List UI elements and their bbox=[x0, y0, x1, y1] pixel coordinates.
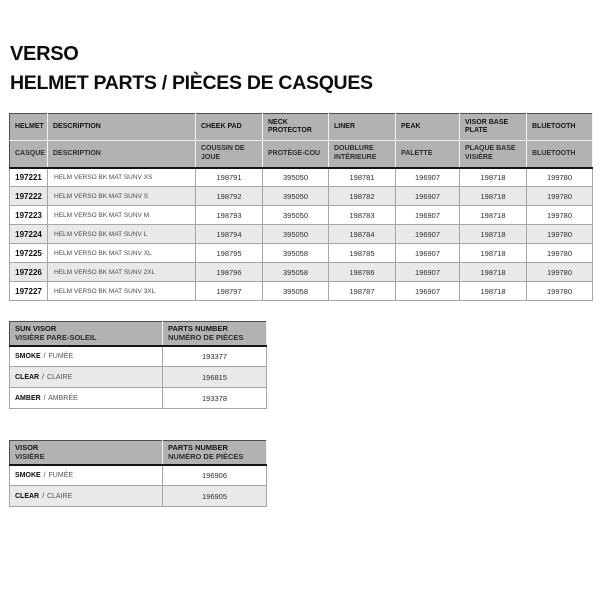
color-label-en: CLEAR bbox=[15, 492, 40, 500]
peak-cell: 196907 bbox=[396, 263, 460, 282]
visor-base-plate-cell: 198718 bbox=[460, 244, 527, 263]
color-label-fr: FUMÉE bbox=[48, 352, 74, 360]
description-cell: HELM VERSO BK MAT SUNV 3XL bbox=[48, 282, 196, 301]
header-row-french bbox=[10, 141, 593, 168]
cheek-pad-cell: 198797 bbox=[196, 282, 263, 301]
page-title: VERSO bbox=[10, 43, 79, 65]
helmet-number-cell: 197223 bbox=[10, 206, 48, 225]
col-header-bluetooth-fr: BLUETOOTH bbox=[527, 141, 593, 168]
label-separator: / bbox=[43, 352, 46, 360]
title-block bbox=[10, 44, 373, 94]
color-label-fr: CLAIRE bbox=[46, 492, 73, 500]
parts-number-title-fr: NUMÉRO DE PIÈCES bbox=[168, 452, 244, 462]
sun-visor-header bbox=[10, 322, 163, 346]
col-header-visor-base-plate: VISOR BASE PLATE bbox=[460, 114, 527, 141]
table-row bbox=[10, 206, 593, 225]
helmet-parts-table bbox=[9, 113, 593, 301]
visor-base-plate-cell: 198718 bbox=[460, 282, 527, 301]
cheek-pad-cell: 198791 bbox=[196, 168, 263, 187]
color-label-cell bbox=[10, 367, 163, 388]
color-label-fr: FUMÉE bbox=[48, 471, 74, 479]
col-header-casque: CASQUE bbox=[10, 141, 48, 168]
col-header-coussin-de-joue: COUSSIN DE JOUE bbox=[196, 141, 263, 168]
parts-number-header bbox=[163, 322, 267, 346]
helmet-number-cell: 197227 bbox=[10, 282, 48, 301]
color-label-en: SMOKE bbox=[15, 352, 41, 360]
liner-cell: 198781 bbox=[329, 168, 396, 187]
color-label-en: CLEAR bbox=[15, 373, 40, 381]
color-label-fr: CLAIRE bbox=[46, 373, 73, 381]
bluetooth-cell: 199780 bbox=[527, 206, 593, 225]
description-cell: HELM VERSO BK MAT SUNV L bbox=[48, 225, 196, 244]
col-header-palette: PALETTE bbox=[396, 141, 460, 168]
parts-number-title-en: PARTS NUMBER bbox=[168, 324, 228, 334]
neck-protector-cell: 395058 bbox=[263, 263, 329, 282]
helmet-number-cell: 197224 bbox=[10, 225, 48, 244]
visor-title-fr: VISIÈRE bbox=[15, 452, 45, 462]
page-subtitle: HELMET PARTS / PIÈCES DE CASQUES bbox=[10, 72, 373, 94]
visor-table bbox=[9, 440, 267, 507]
color-label-fr: AMBRÉE bbox=[48, 394, 78, 402]
helmet-number-cell: 197222 bbox=[10, 187, 48, 206]
peak-cell: 196907 bbox=[396, 168, 460, 187]
bluetooth-cell: 199780 bbox=[527, 225, 593, 244]
col-header-neck-protector: NECK PROTECTOR bbox=[263, 114, 329, 141]
neck-protector-cell: 395050 bbox=[263, 168, 329, 187]
helmet-number-cell: 197226 bbox=[10, 263, 48, 282]
col-header-plaque-base-visiere: PLAQUE BASE VISIÈRE bbox=[460, 141, 527, 168]
cheek-pad-cell: 198795 bbox=[196, 244, 263, 263]
part-number-cell: 196815 bbox=[163, 367, 267, 388]
table-row bbox=[10, 465, 267, 486]
visor-header bbox=[10, 441, 163, 465]
sun-visor-title-fr: VISIÈRE PARE-SOLEIL bbox=[15, 333, 97, 343]
neck-protector-cell: 395058 bbox=[263, 244, 329, 263]
color-label-cell bbox=[10, 388, 163, 409]
col-header-liner: LINER bbox=[329, 114, 396, 141]
label-separator: / bbox=[43, 394, 46, 402]
description-cell: HELM VERSO BK MAT SUNV M bbox=[48, 206, 196, 225]
cheek-pad-cell: 198794 bbox=[196, 225, 263, 244]
color-label-en: AMBER bbox=[15, 394, 41, 402]
description-cell: HELM VERSO BK MAT SUNV XL bbox=[48, 244, 196, 263]
cheek-pad-cell: 198796 bbox=[196, 263, 263, 282]
liner-cell: 198787 bbox=[329, 282, 396, 301]
neck-protector-cell: 395050 bbox=[263, 206, 329, 225]
table-row bbox=[10, 367, 267, 388]
table-row bbox=[10, 263, 593, 282]
peak-cell: 196907 bbox=[396, 225, 460, 244]
col-header-description-fr: DESCRIPTION bbox=[48, 141, 196, 168]
liner-cell: 198786 bbox=[329, 263, 396, 282]
description-cell: HELM VERSO BK MAT SUNV S bbox=[48, 187, 196, 206]
neck-protector-cell: 395058 bbox=[263, 282, 329, 301]
visor-base-plate-cell: 198718 bbox=[460, 168, 527, 187]
color-label-cell bbox=[10, 465, 163, 486]
label-separator: / bbox=[42, 492, 45, 500]
bluetooth-cell: 199780 bbox=[527, 187, 593, 206]
sun-visor-table bbox=[9, 321, 267, 409]
table-row bbox=[10, 486, 267, 507]
visor-base-plate-cell: 198718 bbox=[460, 187, 527, 206]
parts-number-title-en: PARTS NUMBER bbox=[168, 443, 228, 453]
table-row bbox=[10, 282, 593, 301]
liner-cell: 198784 bbox=[329, 225, 396, 244]
peak-cell: 196907 bbox=[396, 282, 460, 301]
table-row bbox=[10, 187, 593, 206]
table-row bbox=[10, 244, 593, 263]
description-cell: HELM VERSO BK MAT SUNV 2XL bbox=[48, 263, 196, 282]
col-header-doublure-interieure: DOUBLURE INTÉRIEURE bbox=[329, 141, 396, 168]
table-row bbox=[10, 346, 267, 367]
label-separator: / bbox=[43, 471, 46, 479]
liner-cell: 198782 bbox=[329, 187, 396, 206]
description-cell: HELM VERSO BK MAT SUNV XS bbox=[48, 168, 196, 187]
neck-protector-cell: 395050 bbox=[263, 225, 329, 244]
table-row bbox=[10, 168, 593, 187]
cheek-pad-cell: 198793 bbox=[196, 206, 263, 225]
table-row bbox=[10, 225, 593, 244]
bluetooth-cell: 199780 bbox=[527, 244, 593, 263]
sun-visor-header-row bbox=[10, 322, 267, 346]
liner-cell: 198785 bbox=[329, 244, 396, 263]
table-row bbox=[10, 388, 267, 409]
part-number-cell: 193378 bbox=[163, 388, 267, 409]
bluetooth-cell: 199780 bbox=[527, 282, 593, 301]
cheek-pad-cell: 198792 bbox=[196, 187, 263, 206]
part-number-cell: 196906 bbox=[163, 465, 267, 486]
col-header-bluetooth: BLUETOOTH bbox=[527, 114, 593, 141]
sun-visor-title-en: SUN VISOR bbox=[15, 324, 57, 334]
visor-title-en: VISOR bbox=[15, 443, 39, 453]
bluetooth-cell: 199780 bbox=[527, 168, 593, 187]
col-header-helmet: HELMET bbox=[10, 114, 48, 141]
liner-cell: 198783 bbox=[329, 206, 396, 225]
col-header-description: DESCRIPTION bbox=[48, 114, 196, 141]
visor-base-plate-cell: 198718 bbox=[460, 225, 527, 244]
neck-protector-cell: 395050 bbox=[263, 187, 329, 206]
parts-number-title-fr: NUMÉRO DE PIÈCES bbox=[168, 333, 244, 343]
color-label-en: SMOKE bbox=[15, 471, 41, 479]
col-header-peak: PEAK bbox=[396, 114, 460, 141]
col-header-protege-cou: PROTÈGE-COU bbox=[263, 141, 329, 168]
part-number-cell: 193377 bbox=[163, 346, 267, 367]
peak-cell: 196907 bbox=[396, 206, 460, 225]
color-label-cell bbox=[10, 346, 163, 367]
visor-base-plate-cell: 198718 bbox=[460, 206, 527, 225]
helmet-number-cell: 197225 bbox=[10, 244, 48, 263]
bluetooth-cell: 199780 bbox=[527, 263, 593, 282]
label-separator: / bbox=[42, 373, 45, 381]
visor-header-row bbox=[10, 441, 267, 465]
helmet-number-cell: 197221 bbox=[10, 168, 48, 187]
header-row-english bbox=[10, 114, 593, 141]
parts-number-header bbox=[163, 441, 267, 465]
visor-base-plate-cell: 198718 bbox=[460, 263, 527, 282]
peak-cell: 196907 bbox=[396, 187, 460, 206]
part-number-cell: 196905 bbox=[163, 486, 267, 507]
col-header-cheek-pad: CHEEK PAD bbox=[196, 114, 263, 141]
peak-cell: 196907 bbox=[396, 244, 460, 263]
color-label-cell bbox=[10, 486, 163, 507]
